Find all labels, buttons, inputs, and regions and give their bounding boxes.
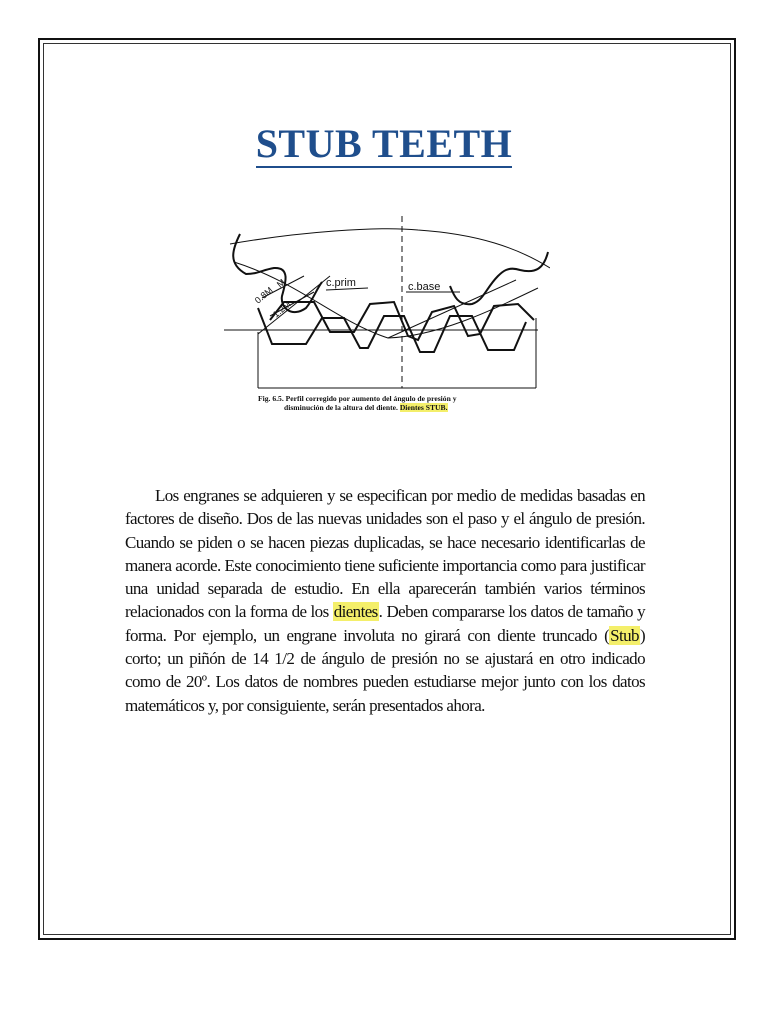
label-c-prim: c.prim bbox=[326, 277, 356, 289]
label-1-2m: 1.2M bbox=[270, 299, 293, 320]
body-text bbox=[125, 484, 645, 717]
figure-caption bbox=[258, 394, 558, 412]
body-paragraph bbox=[125, 484, 645, 717]
caption-line-2 bbox=[258, 403, 558, 412]
caption-line-1: Fig. 6.5. Perfil corregido por aumento del ángulo de presión y bbox=[258, 394, 457, 403]
pitch-circle-arc bbox=[230, 229, 550, 268]
caption-highlight: Dientes STUB. bbox=[399, 403, 448, 412]
base-circle-arc bbox=[234, 262, 538, 338]
body-text-3: ) corto; un piñón de 14 1/2 de ángulo de presión no se ajustará en otro indicado como de 20º. Los datos de nombres pueden estudiarse mejor junto con los datos matemáticos y, por consiguiente, serán presentados ahora. bbox=[125, 625, 645, 715]
upper-gear-right-teeth bbox=[450, 252, 548, 304]
page-title-text: STUB TEETH bbox=[255, 121, 513, 166]
label-c-base: c.base bbox=[408, 281, 441, 293]
highlight-stub: Stub bbox=[610, 625, 639, 645]
body-text-1: Los engranes se adquieren y se especifican por medio de medidas basadas en factores de diseño. Dos de las nuevas unidades son el paso y el ángulo de presión. Cuando se piden o se hacen piezas duplicadas, se hace necesario identificarlas de manera acorde. Este conocimiento tiene suficiente importancia como para justificar una unidad separada de estudio. En ella aparecerán también varios términos relacionados con la forma de los bbox=[125, 486, 645, 622]
label-0-8m: 0.8M bbox=[252, 285, 275, 306]
label-m: M bbox=[274, 277, 288, 290]
caption-text-2: disminución de la altura del diente. bbox=[284, 403, 398, 412]
pressure-line-left bbox=[258, 276, 330, 334]
highlight-dientes: dientes bbox=[333, 602, 378, 622]
gear-diagram bbox=[218, 212, 550, 392]
body-text-2: . Deben compararse los datos de tamaño y forma. Por ejemplo, un engrane involuta no girará con diente truncado ( bbox=[125, 602, 645, 645]
upper-gear-left-teeth bbox=[233, 234, 322, 312]
gear-figure bbox=[218, 212, 550, 412]
page-title bbox=[0, 120, 768, 167]
